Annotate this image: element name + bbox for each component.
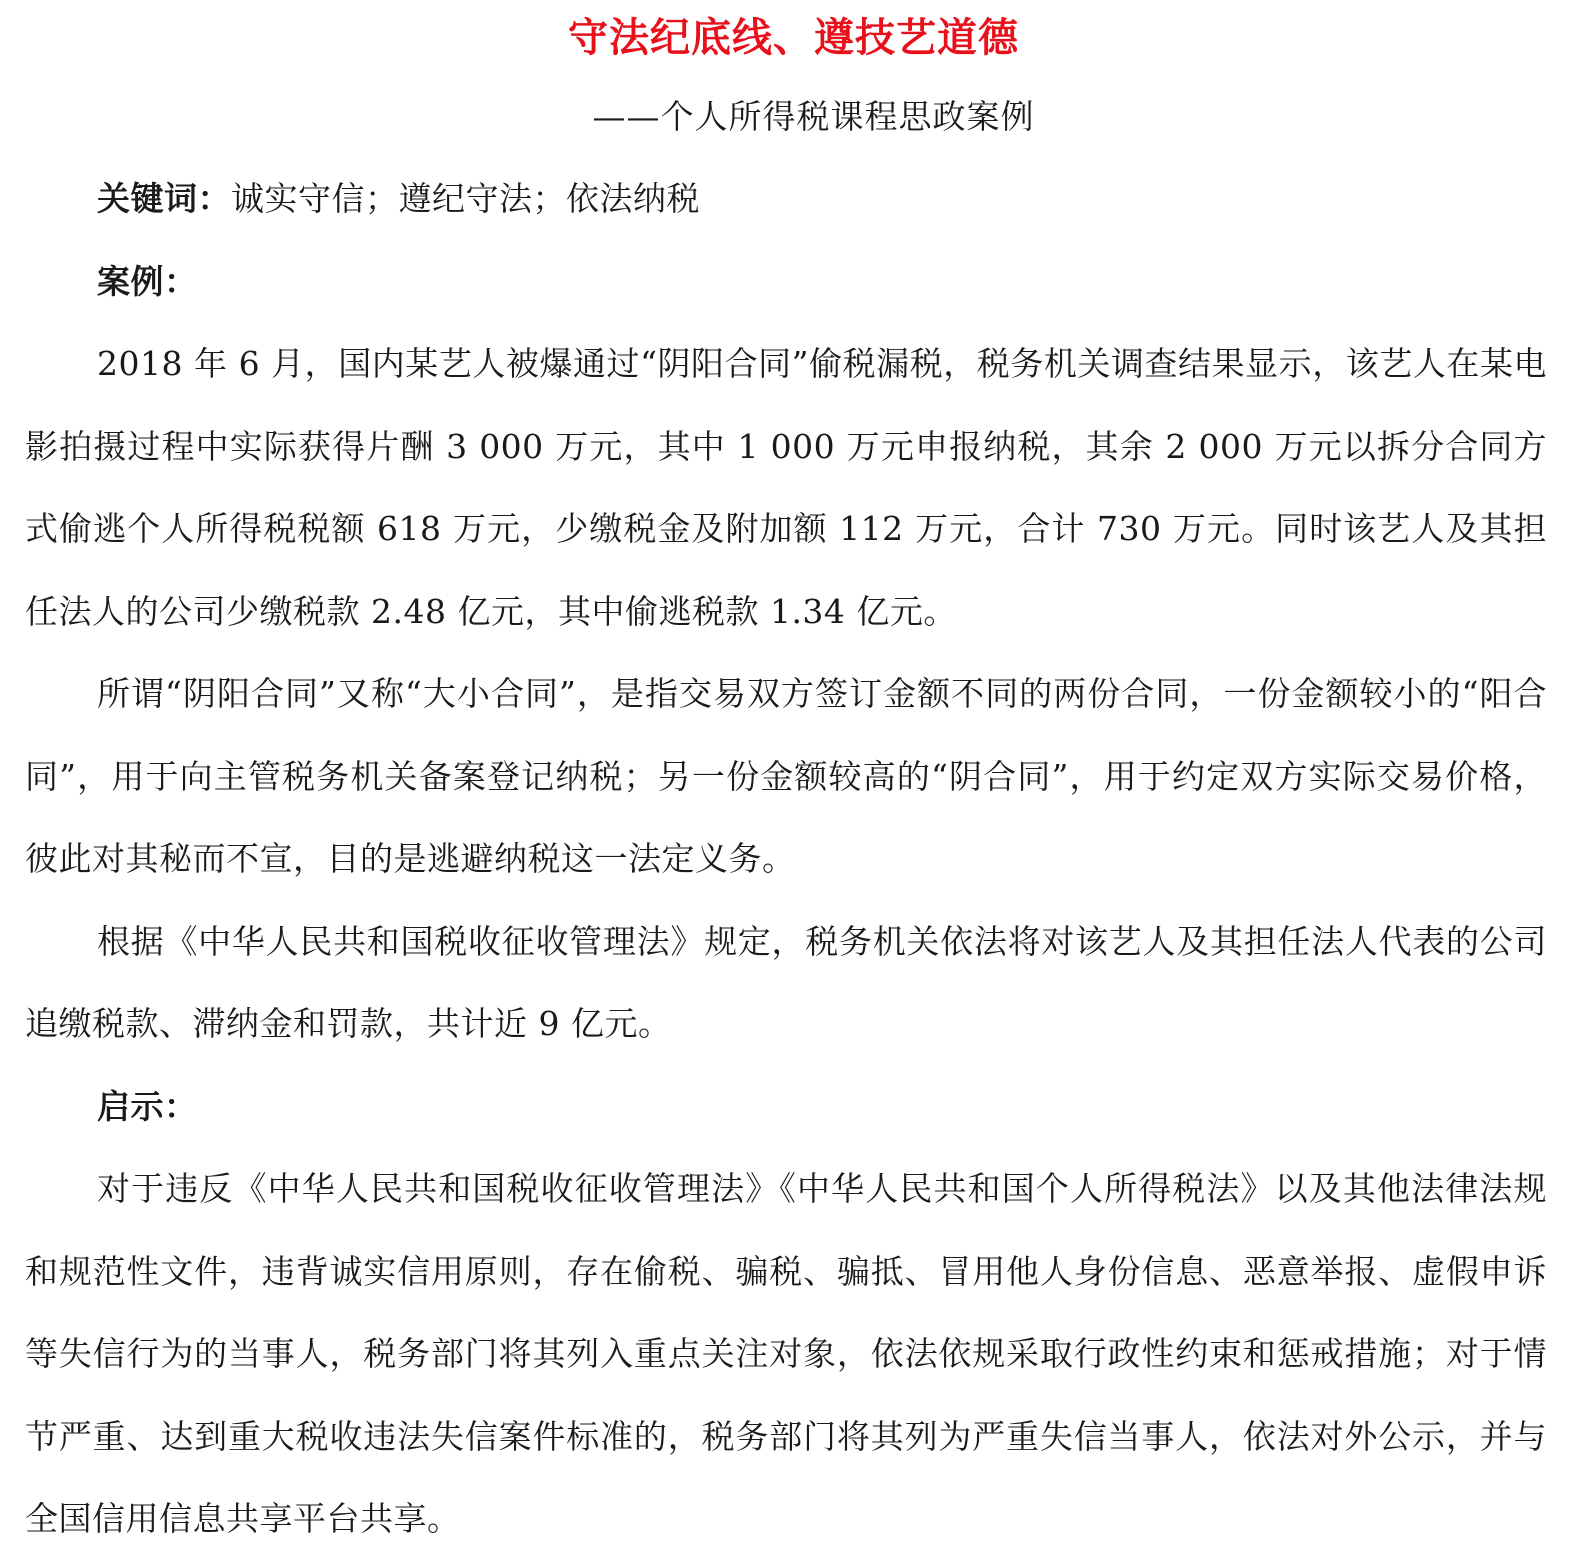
case-heading: 案例： — [97, 261, 198, 301]
case-paragraph-2: 所谓“阴阳合同”又称“大小合同”，是指交易双方签订金额不同的两份合同，一份金额较小的“阳合同”，用于向主管税务机关备案登记纳税；另一份金额较高的“阴合同”，用于约定双方实际交易价格，彼此对其秘而不宣，目的是逃避纳税这一法定义务。 — [25, 674, 1547, 878]
insight-heading: 启示： — [97, 1086, 198, 1126]
document-title: 守法纪底线、遵技艺道德 — [568, 15, 1019, 61]
case-paragraph-3: 根据《中华人民共和国税收征收管理法》规定，税务机关依法将对该艺人及其担任法人代表的公司追缴税款、滞纳金和罚款，共计近 9 亿元。 — [25, 921, 1547, 1043]
case-paragraph-1: 2018 年 6 月，国内某艺人被爆通过“阴阳合同”偷税漏税，税务机关调查结果显示，该艺人在某电影拍摄过程中实际获得片酬 3 000 万元，其中 1 000 万元申报纳税，其余 2 000 万元以拆分合同方式偷逃个人所得税税额 618 万元，少缴税金及附加额 112 万元，合计 730 万元。同时该艺人及其担任法人的公司少缴税款 2.48 亿元，其中偷逃税款 1.34 亿元。 — [25, 344, 1547, 631]
keywords-text: 诚实守信；遵纪守法；依法纳税 — [231, 179, 700, 218]
keywords-label: 关键词： — [97, 179, 231, 218]
insight-paragraph-1: 对于违反《中华人民共和国税收征收管理法》《中华人民共和国个人所得税法》以及其他法律法规和规范性文件，违背诚实信用原则，存在偷税、骗税、骗抵、冒用他人身份信息、恶意举报、虚假申诉等失信行为的当事人，税务部门将其列入重点关注对象，依法依规采取行政性约束和惩戒措施；对于情节严重、达到重大税收违法失信案件标准的，税务部门将其列为严重失信当事人，依法对外公示，并与全国信用信息共享平台共享。 — [25, 1169, 1547, 1538]
document-body — [25, 158, 1547, 1561]
document-subtitle: ——个人所得税课程思政案例 — [592, 97, 1035, 136]
keywords-line — [25, 158, 1547, 241]
